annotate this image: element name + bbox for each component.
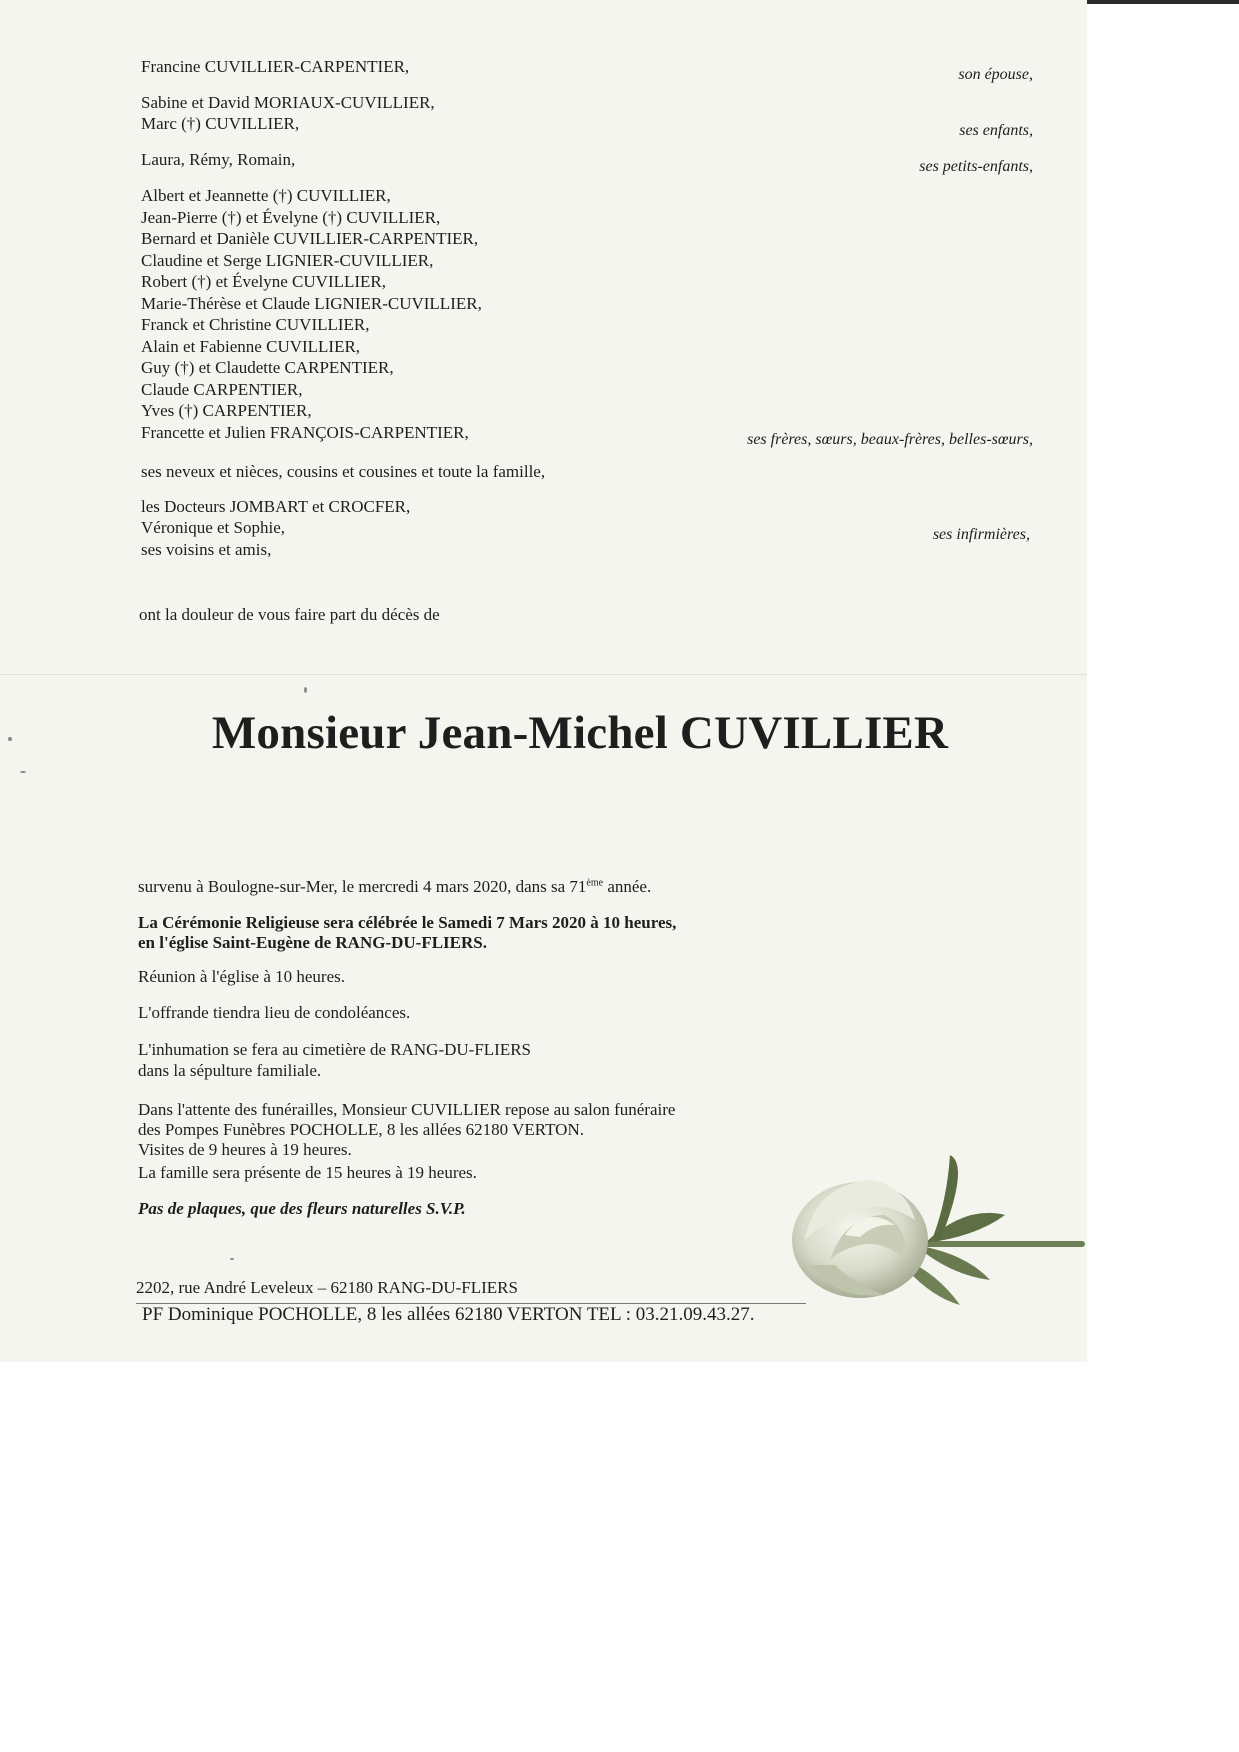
family-line: Claude CARPENTIER, xyxy=(141,380,303,399)
white-rose-icon xyxy=(775,1145,1085,1325)
family-line: Albert et Jeannette (†) CUVILLIER, xyxy=(141,186,391,205)
family-line: Guy (†) et Claudette CARPENTIER, xyxy=(141,358,394,377)
role-label: ses infirmières, xyxy=(932,526,1030,543)
offrande-text: L'offrande tiendra lieu de condoléances. xyxy=(138,1003,411,1022)
family-line: Marc (†) CUVILLIER, xyxy=(141,114,300,133)
family-line: Sabine et David MORIAUX-CUVILLIER, xyxy=(141,93,435,112)
family-line: Marie-Thérèse et Claude LIGNIER-CUVILLIER, xyxy=(141,294,482,313)
family-line: Francine CUVILLIER-CARPENTIER, xyxy=(141,57,410,76)
scan-edge xyxy=(1087,0,1239,4)
family-line: les Docteurs JOMBART et CROCFER, xyxy=(141,497,411,516)
family-line: ses neveux et nièces, cousins et cousines et toute la famille, xyxy=(141,462,546,481)
funeral-home-line: La famille sera présente de 15 heures à 19 heures. xyxy=(138,1163,477,1182)
inhumation-line: dans la sépulture familiale. xyxy=(138,1061,322,1080)
family-line: ses voisins et amis, xyxy=(141,540,272,559)
family-line: Laura, Rémy, Romain, xyxy=(141,150,296,169)
scan-speck xyxy=(20,771,26,773)
family-line: Claudine et Serge LIGNIER-CUVILLIER, xyxy=(141,251,434,270)
card-fold-line xyxy=(0,674,1087,675)
footer-funeral-director: PF Dominique POCHOLLE, 8 les allées 62180 VERTON TEL : 03.21.09.43.27. xyxy=(142,1304,755,1325)
inhumation-line: L'inhumation se fera au cimetière de RANG-DU-FLIERS xyxy=(138,1040,532,1059)
family-line: Yves (†) CARPENTIER, xyxy=(141,401,312,420)
deceased-name: Monsieur Jean-Michel CUVILLIER xyxy=(211,707,949,759)
scan-speck xyxy=(304,687,307,693)
family-line: Robert (†) et Évelyne CUVILLIER, xyxy=(141,272,387,291)
scan-speck xyxy=(230,1258,234,1260)
role-label: ses frères, sœurs, beaux-frères, belles-sœurs, xyxy=(747,431,1033,448)
family-line: Franck et Christine CUVILLIER, xyxy=(141,315,370,334)
family-line: Jean-Pierre (†) et Évelyne (†) CUVILLIER, xyxy=(141,208,441,227)
funeral-home-line: des Pompes Funèbres POCHOLLE, 8 les allées 62180 VERTON. xyxy=(138,1120,584,1139)
death-notice: survenu à Boulogne-sur-Mer, le mercredi 4 mars 2020, dans sa 71ème année. xyxy=(138,877,652,896)
reunion-text: Réunion à l'église à 10 heures. xyxy=(138,967,346,986)
ceremony-line: en l'église Saint-Eugène de RANG-DU-FLIERS. xyxy=(138,933,487,952)
family-line: Alain et Fabienne CUVILLIER, xyxy=(141,337,361,356)
family-line: Véronique et Sophie, xyxy=(141,518,285,537)
intro-text: ont la douleur de vous faire part du décès de xyxy=(139,605,440,624)
role-label: ses petits-enfants, xyxy=(919,158,1033,175)
ceremony-line: La Cérémonie Religieuse sera célébrée le Samedi 7 Mars 2020 à 10 heures, xyxy=(138,913,677,932)
role-label: ses enfants, xyxy=(959,122,1033,139)
funeral-home-line: Dans l'attente des funérailles, Monsieur CUVILLIER repose au salon funéraire xyxy=(138,1100,676,1119)
footer-address: 2202, rue André Leveleux – 62180 RANG-DU-FLIERS xyxy=(136,1278,518,1297)
family-line: Bernard et Danièle CUVILLIER-CARPENTIER, xyxy=(141,229,479,248)
flowers-note: Pas de plaques, que des fleurs naturelles S.V.P. xyxy=(138,1199,466,1218)
role-label: son épouse, xyxy=(958,66,1033,83)
funeral-home-line: Visites de 9 heures à 19 heures. xyxy=(138,1140,352,1159)
scan-speck xyxy=(8,737,12,741)
family-line: Francette et Julien FRANÇOIS-CARPENTIER, xyxy=(141,423,469,442)
